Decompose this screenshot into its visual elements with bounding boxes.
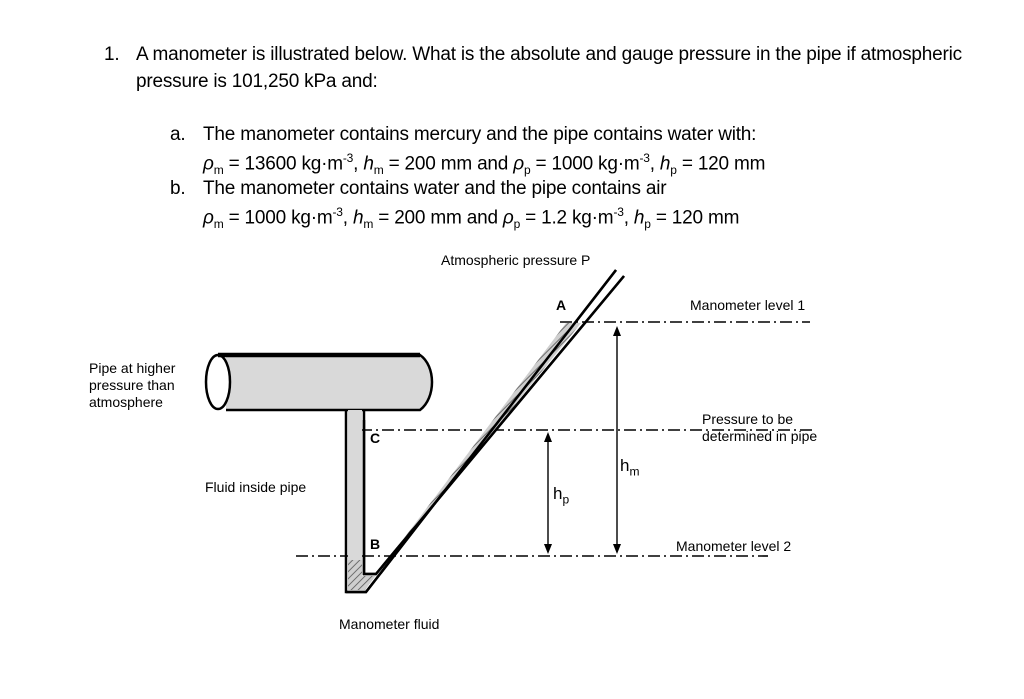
separator: , — [623, 207, 634, 229]
h-m-value: = 200 mm and — [383, 153, 514, 175]
subscript-p: p — [644, 217, 651, 232]
manometer-tube — [346, 270, 624, 592]
hm-label — [620, 456, 639, 478]
h-p-value: = 120 mm — [650, 207, 740, 229]
pipe — [206, 355, 432, 410]
manometer-fluid-label: Manometer fluid — [339, 616, 440, 632]
hp-label — [553, 484, 569, 506]
point-b-label: B — [370, 536, 381, 552]
hp-dimension-arrow — [544, 432, 552, 554]
rho-m-value: = 1000 kg·m — [223, 207, 333, 229]
rho-symbol: ρ — [203, 207, 214, 229]
exponent: -3 — [613, 205, 624, 219]
exponent: -3 — [342, 151, 354, 165]
exponent: -3 — [332, 205, 343, 219]
hp-h: h — [553, 484, 563, 503]
subscript-m: m — [373, 163, 384, 178]
manometer-level-1-label: Manometer level 1 — [690, 297, 806, 313]
part-b-letter: b. — [170, 178, 186, 199]
rho-m-value: = 13600 kg·m — [223, 153, 343, 175]
subscript-m: m — [363, 217, 374, 232]
h-symbol: h — [352, 207, 364, 229]
rho-symbol: ρ — [513, 153, 524, 175]
subscript-p: p — [523, 163, 531, 178]
pipe-label-line-1: Pipe at higher — [89, 360, 176, 376]
part-a-text: The manometer contains mercury and the pipe contains water with: — [203, 124, 757, 145]
pipe-label-line-2: pressure than — [89, 377, 175, 393]
h-symbol: h — [363, 153, 374, 175]
question-number: 1. — [104, 44, 120, 65]
exponent: -3 — [639, 151, 650, 165]
manometer-level-2-label: Manometer level 2 — [676, 538, 792, 554]
h-symbol: h — [633, 207, 645, 229]
point-c-label: C — [370, 430, 381, 446]
point-a-label: A — [556, 297, 567, 313]
h-symbol: h — [659, 153, 671, 175]
subscript-p: p — [670, 163, 677, 178]
separator: , — [353, 153, 364, 175]
hm-dimension-arrow — [613, 326, 621, 554]
part-b-text: The manometer contains water and the pipe contains air — [203, 178, 667, 199]
pressure-label-line-1: Pressure to be — [702, 411, 794, 427]
separator: , — [649, 153, 660, 175]
subscript-m: m — [213, 163, 224, 178]
hp-sub: p — [562, 492, 570, 507]
h-m-value: = 200 mm and — [373, 207, 503, 229]
atmospheric-pressure-label: Atmospheric pressure P — [441, 252, 591, 268]
pipe-label-line-3: atmosphere — [89, 394, 163, 410]
question-text: A manometer is illustrated below. What is the absolute and gauge pressure in the pipe if atmospheric pressure is 101,250 kPa and: — [136, 44, 962, 92]
rho-symbol: ρ — [203, 153, 214, 175]
pipe-higher-pressure-label — [89, 360, 175, 411]
rho-p-value: = 1.2 kg·m — [520, 207, 614, 229]
subscript-m: m — [213, 217, 224, 232]
hm-h: h — [620, 456, 630, 475]
pressure-label-line-2: determined in pipe — [702, 428, 818, 444]
subscript-p: p — [513, 217, 521, 232]
rho-symbol: ρ — [502, 207, 514, 229]
separator: , — [342, 207, 353, 229]
hm-sub: m — [629, 464, 640, 479]
pressure-determined-label — [702, 411, 817, 445]
part-a-letter: a. — [170, 124, 186, 145]
rho-p-value: = 1000 kg·m — [530, 153, 640, 175]
h-p-value: = 120 mm — [676, 153, 766, 175]
fluid-inside-pipe-label: Fluid inside pipe — [205, 479, 307, 495]
